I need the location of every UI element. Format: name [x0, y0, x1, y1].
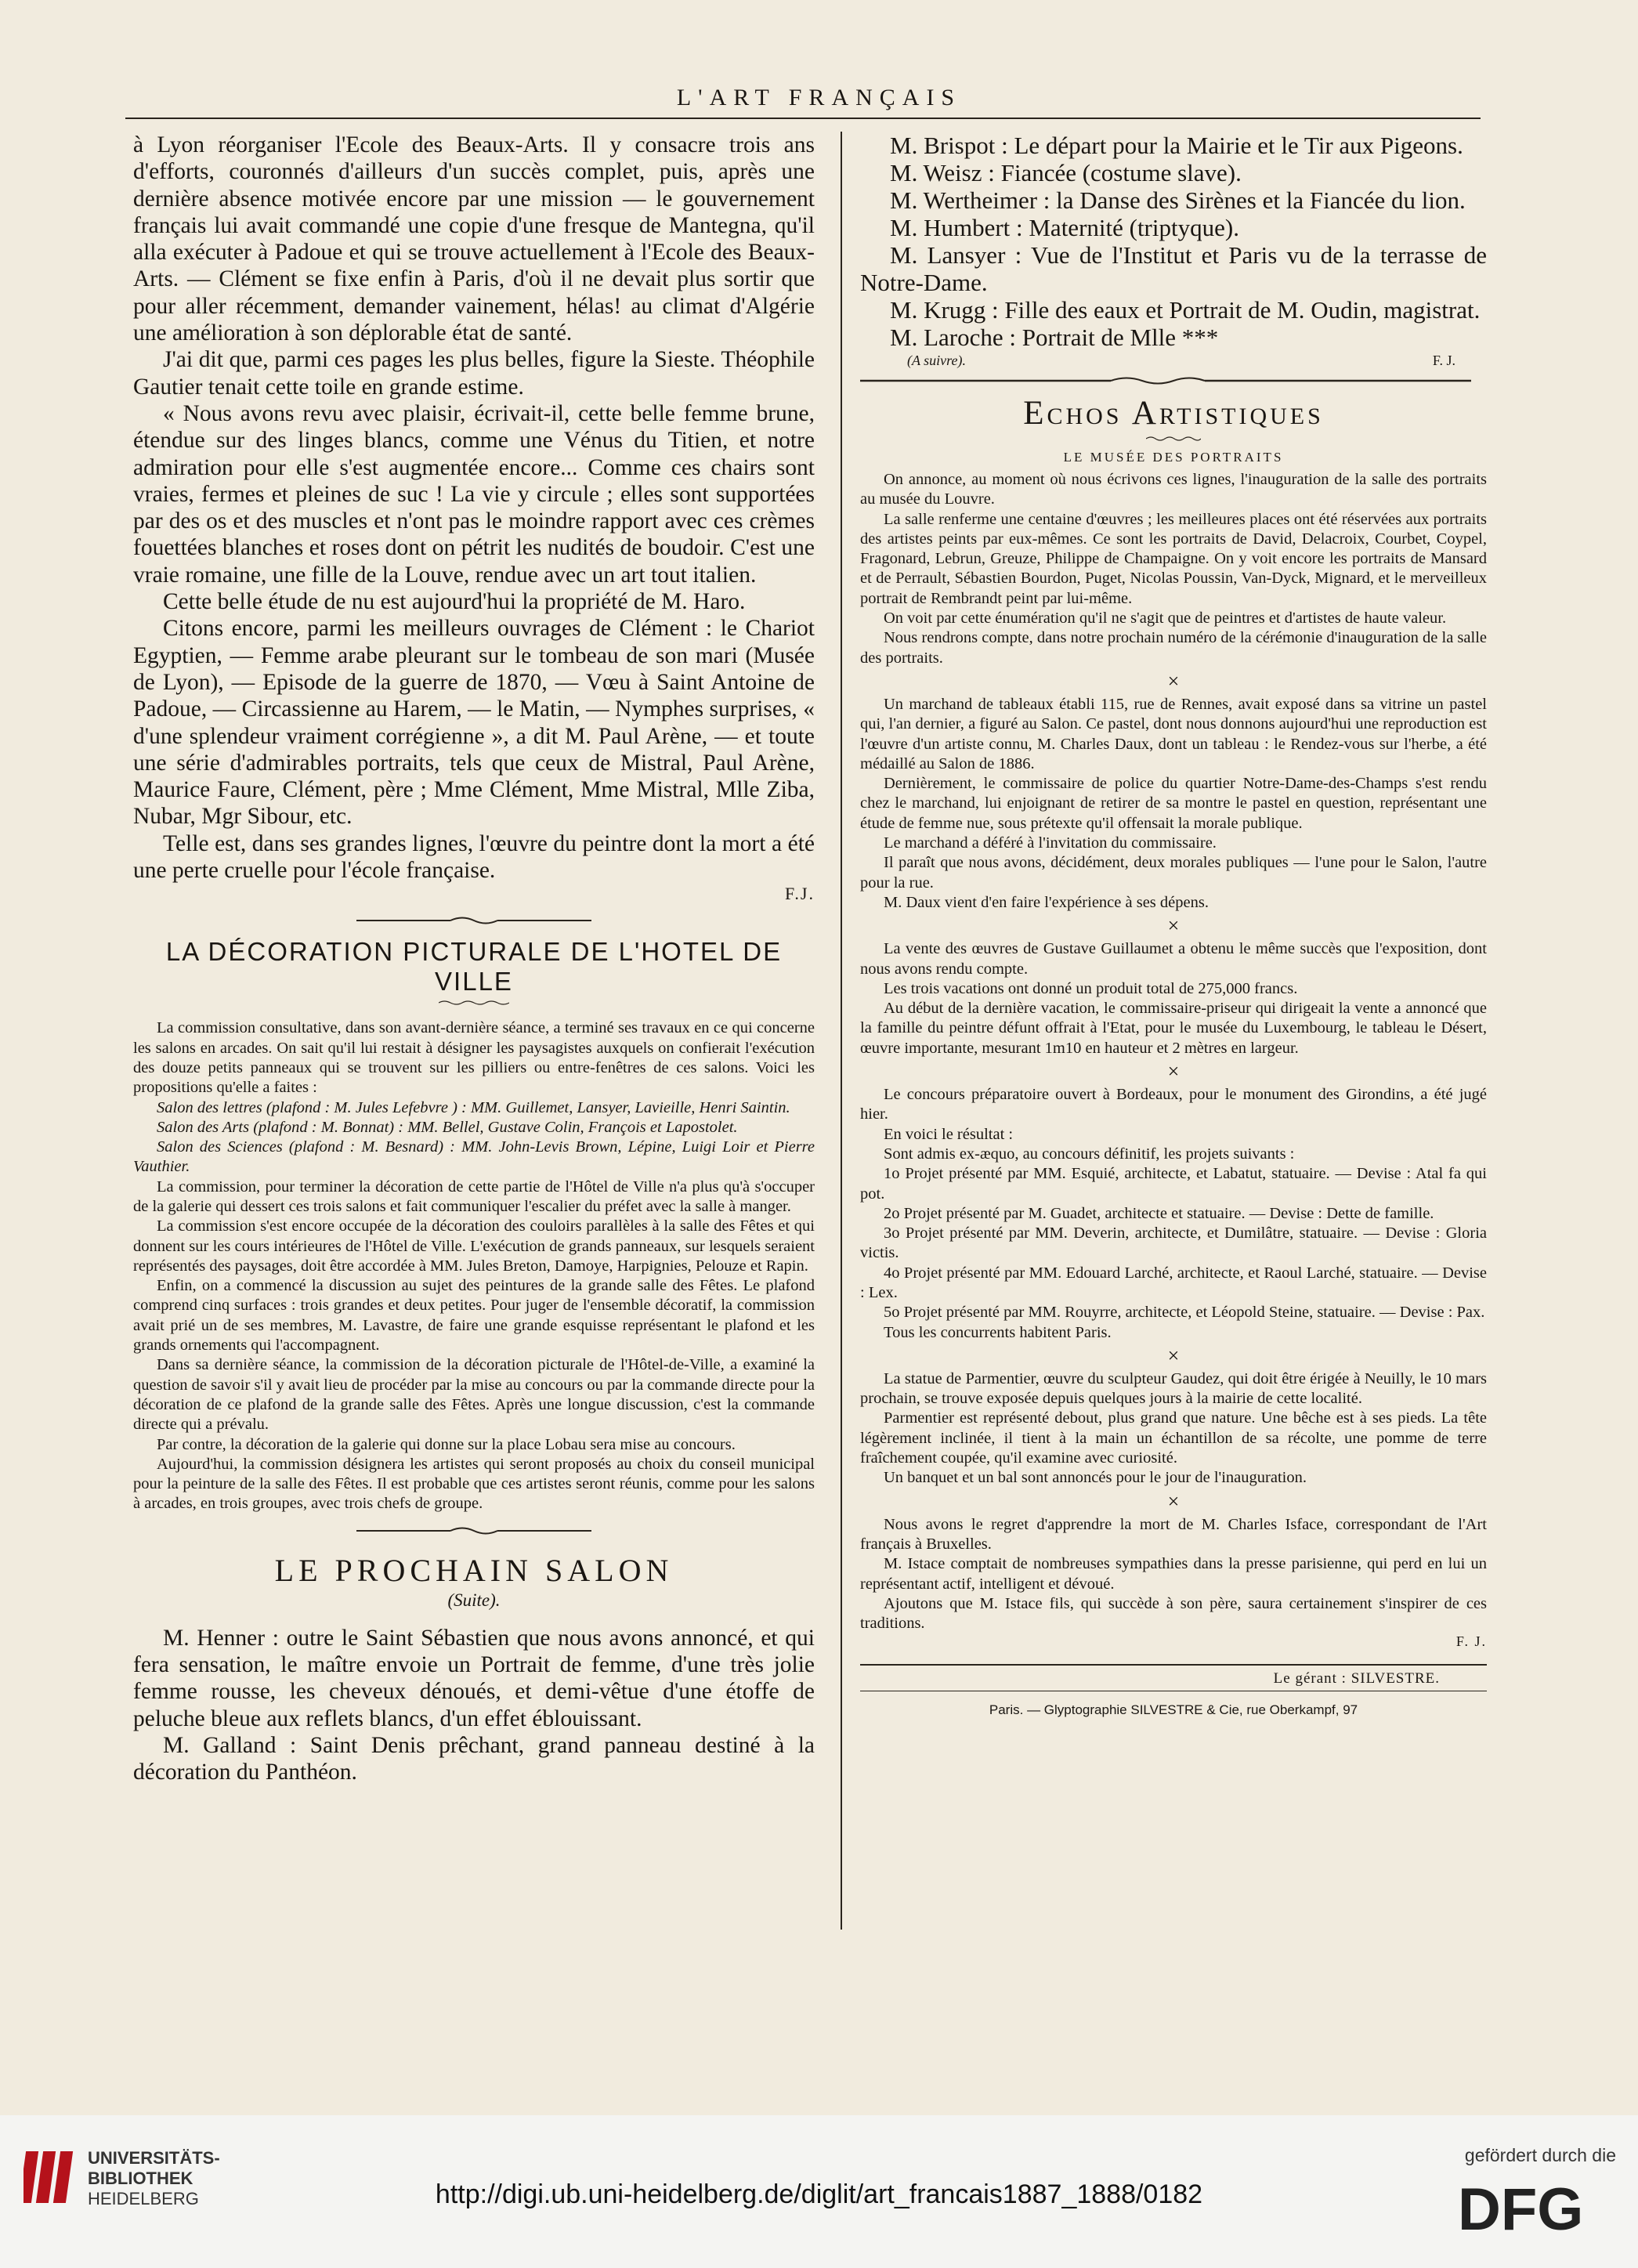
- echo-paragraph: Les trois vacations ont donné un produit total de 275,000 francs.: [884, 979, 1298, 997]
- article-paragraph: J'ai dit que, parmi ces pages les plus belles, figure la Sieste. Théophile Gautier tenait cette toile en grande estime.: [133, 347, 815, 400]
- digitization-footer: [0, 2115, 1638, 2268]
- section-separator: ×: [1167, 1489, 1180, 1513]
- echo-paragraph: 5o Projet présenté par MM. Rouyrre, architecte, et Léopold Steine, statuaire. — Devise : Pax.: [884, 1304, 1485, 1322]
- ornament-divider: [860, 375, 1471, 386]
- salon-subtitle: (Suite).: [447, 1590, 501, 1610]
- echo-paragraph: Au début de la dernière vacation, le commissaire-priseur qui dirigeait la vente a annoncé que la famille du peintre défunt offrait à l'Etat, pour le musée du Luxembourg, le tableau le Désert, œuvre importante, mesurant 1m10 en hauteur et 2 mètres en largeur.: [860, 1000, 1487, 1057]
- echo-paragraph: M. Daux vient d'en faire l'expérience à ses dépens.: [884, 893, 1209, 911]
- article-paragraph: Par contre, la décoration de la galerie qui donne sur la place Lobau sera mise au concours.: [157, 1435, 736, 1453]
- article-paragraph: Citons encore, parmi les meilleurs ouvrages de Clément : le Chariot Egyptien, — Femme arabe pleurant sur le tombeau de son mari (Musée de Lyon), — Episode de la guerre de 1870, — Vœu à Saint Antoine de Padoue, — Circassienne au Harem, — le Matin, — Nymphes surprises, « d'une splendeur vraiment corrégienne », a dit M. Paul Arène, — et toute une série d'admirables portraits, tels que ceux de Mistral, Paul Arène, Maurice Faure, Clément, père ; Mme Clément, Mme Mistral, Mlle Ziba, Nubar, Mgr Sibour, etc.: [133, 616, 815, 830]
- header-rule: [125, 118, 1481, 119]
- echo-paragraph: Nous rendrons compte, dans notre prochain numéro de la cérémonie d'inauguration de la salle des portraits.: [860, 629, 1487, 667]
- echo-paragraph: Sont admis ex-æquo, au concours définitif, les projets suivants :: [884, 1145, 1295, 1163]
- ornament-divider: [356, 915, 591, 926]
- article-paragraph: M. Galland : Saint Denis prêchant, grand panneau destiné à la décoration du Panthéon.: [133, 1732, 815, 1785]
- salon-list-item: M. Krugg : Fille des eaux et Portrait de M. Oudin, magistrat.: [890, 296, 1481, 324]
- article-paragraph: à Lyon réorganiser l'Ecole des Beaux-Arts. Il y consacre trois ans d'efforts, couronnés d'ailleurs d'un succès complet, puis, après une dernière absence motivée encore par une mission — le gouvernement français lui avait commandé une copie d'une fresque de Mantegna, qu'il alla exécuter à Padoue et qui se trouve actuellement à l'Ecole des Beaux-Arts. — Clément se fixe enfin à Paris, d'où il ne devait plus sortir que pour aller récemment, demander vainement, hélas! au climat d'Algérie une amélioration à son déplorable état de santé.: [133, 132, 815, 346]
- salon-list-item: M. Brispot : Le départ pour la Mairie et le Tir aux Pigeons.: [890, 132, 1463, 159]
- dfg-logo-icon: [1458, 2176, 1607, 2243]
- section-separator: ×: [1167, 1344, 1180, 1367]
- decoration-heading: LA DÉCORATION PICTURALE DE L'HOTEL DE VILLE: [165, 937, 783, 997]
- library-line: BIBLIOTHEK: [88, 2169, 193, 2188]
- article-paragraph: La commission s'est encore occupée de la décoration des couloirs parallèles à la salle des Fêtes et qui donnent sur les cours intérieures de l'Hôtel de Ville. L'exécution de grands panneaux, sur lesquels seraient représentés des paysages, doit être accordée à MM. Jules Breton, Damoye, Harpignies, Pelouze et Rapin.: [133, 1217, 815, 1275]
- article-paragraph: La commission consultative, dans son avant-dernière séance, a terminé ses travaux en ce qui concerne les salons en arcades. On sait qu'il lui restait à désigner les paysagistes auxquels on confierait l'exécution des douze petits panneaux qui se trouvent sur les pilliers ou entre-fenêtres de ces salons. Voici les propositions qu'elle a faites :: [133, 1019, 815, 1097]
- continued-note: [907, 353, 1487, 369]
- echo-paragraph: Un marchand de tableaux établi 115, rue de Rennes, avait exposé dans sa vitrine un pastel qui, l'an dernier, a figuré au Salon. Ce pastel, dont nous donnons aujourd'hui une reproduction est l'œuvre d'un artiste connu, M. Charles Daux, dont un tableau : le Rendez-vous sur l'herbe, a été médaillé au Salon de 1886.: [860, 695, 1487, 772]
- echo-paragraph: Tous les concurrents habitent Paris.: [884, 1323, 1112, 1341]
- salon-list-item: M. Laroche : Portrait de Mlle ***: [890, 324, 1219, 351]
- page-header-title: L'ART FRANÇAIS: [676, 85, 962, 110]
- salon-heading: LE PROCHAIN SALON: [274, 1552, 674, 1588]
- echo-paragraph: Un banquet et un bal sont annoncés pour le jour de l'inauguration.: [884, 1469, 1307, 1487]
- article-paragraph: « Nous avons revu avec plaisir, écrivait-il, cette belle femme brune, étendue sur des linges blancs, comme une Vénus du Titien, et notre admiration pour elle s'est augmentée encore... Comme ces chairs sont vraies, fermes et pleines de suc ! La vie y circule ; elles sont supportées par des os et des muscles et n'ont pas le moindre rapport avec ces crèmes fouettées blanches et roses dont on pétrit les nudités de boudoir. C'est une vraie romaine, une fille de la Louve, rendue avec un art tout italien.: [133, 400, 815, 588]
- decoration-article: [133, 1018, 815, 1514]
- echo-paragraph: La vente des œuvres de Gustave Guillaumet a obtenu le même succès que l'exposition, dont nous avons rendu compte.: [860, 940, 1487, 978]
- article-paragraph: Salon des Sciences (plafond : M. Besnard) : MM. John-Levis Brown, Lépine, Luigi Loir et Pierre Vauthier.: [133, 1138, 815, 1176]
- echo-paragraph: En voici le résultat :: [884, 1125, 1014, 1143]
- article-signature: F.J.: [784, 884, 815, 904]
- echo-paragraph: Nous avons le regret d'apprendre la mort de M. Charles Isface, correspondant de l'Art français à Bruxelles.: [860, 1515, 1487, 1553]
- echo-paragraph: Parmentier est représenté debout, plus grand que nature. Une bêche est à ses pieds. La tête légèrement inclinée, il tient à la main un échantillon de sa récolte, une pomme de terre fraîchement coupée, qu'il examine avec curiosité.: [860, 1409, 1487, 1467]
- echos-body: [860, 470, 1487, 1650]
- echo-paragraph: La statue de Parmentier, œuvre du sculpteur Gaudez, qui doit être érigée à Neuilly, le 10 mars prochain, se trouve exposée depuis quelques jours à la mairie de cette localité.: [860, 1369, 1487, 1408]
- a-suivre-label: (A suivre).: [907, 353, 966, 368]
- salon-list-item: M. Humbert : Maternité (triptyque).: [890, 214, 1239, 241]
- echo-paragraph: 3o Projet présenté par MM. Deverin, architecte, et Dumilâtre, statuaire. — Devise : Gloria victis.: [860, 1224, 1487, 1262]
- echo-paragraph: 4o Projet présenté par MM. Edouard Larché, architecte, et Raoul Larché, statuaire. — Devise : Lex.: [860, 1264, 1487, 1301]
- right-column: [860, 132, 1487, 1718]
- musee-subtitle: LE MUSÉE DES PORTRAITS: [1063, 450, 1284, 465]
- left-column: [133, 132, 815, 1786]
- article-paragraph: Salon des lettres (plafond : M. Jules Lefebvre ) : MM. Guillemet, Lansyer, Lavieille, Henri Saintin.: [157, 1098, 790, 1116]
- article-paragraph: La commission, pour terminer la décoration de cette partie de l'Hôtel de Ville n'a plus qu'à s'occuper de la galerie qui dessert ces trois salons et fait communiquer l'escalier du préfet avec la salle à manger.: [133, 1177, 815, 1215]
- section-separator: ×: [1167, 914, 1180, 938]
- echo-paragraph: Le concours préparatoire ouvert à Bordeaux, pour le monument des Girondins, a été jugé hier.: [860, 1086, 1487, 1123]
- echo-paragraph: On annonce, au moment où nous écrivons ces lignes, l'inauguration de la salle des portraits au musée du Louvre.: [860, 471, 1487, 508]
- echo-paragraph: La salle renferme une centaine d'œuvres ; les meilleures places ont été réservées aux portraits des artistes peints par eux-mêmes. Ce sont les portraits de David, Delacroix, Courbet, Coypel, Fragonard, Lebrun, Greuze, Philippe de Champaigne. On y voit encore les portraits de Mansard et de Perrault, Sébastien Bourdon, Puget, Nicolas Poussin, Van-Dyck, Mignard, et le merveilleux portrait de Rembrandt peint par lui-même.: [860, 510, 1487, 607]
- dfg-logo-text: DFG: [1458, 2176, 1584, 2239]
- printer-imprint: Paris. — Glyptographie SILVESTRE & Cie, rue Oberkampf, 97: [989, 1702, 1358, 1718]
- salon-list-item: M. Wertheimer : la Danse des Sirènes et la Fiancée du lion.: [890, 186, 1466, 214]
- echo-paragraph: Ajoutons que M. Istace fils, qui succède à son père, saura certainement s'inspirer de ces traditions.: [860, 1594, 1487, 1633]
- echo-paragraph: Il paraît que nous avons, décidément, deux morales publiques — l'une pour le Salon, l'autre pour la rue.: [860, 854, 1487, 892]
- echo-paragraph: Le marchand a déféré à l'invitation du commissaire.: [884, 834, 1217, 852]
- library-line: HEIDELBERG: [88, 2189, 199, 2208]
- gerant-line: Le gérant : SILVESTRE.: [860, 1664, 1487, 1691]
- echo-paragraph: Dernièrement, le commissaire de police du quartier Notre-Dame-des-Champs s'est rendu chez le marchand, lui enjoignant de retirer de sa montre le pastel en question, représentant une étude de femme nue, sous prétexte qu'il offensait la morale publique.: [860, 775, 1487, 832]
- article-paragraph: Salon des Arts (plafond : M. Bonnat) : MM. Bellel, Gustave Colin, François et Lapostolet.: [157, 1118, 738, 1136]
- heading-flourish: [439, 1000, 509, 1006]
- article-paragraph: Cette belle étude de nu est aujourd'hui la propriété de M. Haro.: [163, 589, 746, 615]
- article-paragraph: Telle est, dans ses grandes lignes, l'œuvre du peintre dont la mort a été une perte cruelle pour l'école française.: [133, 830, 815, 884]
- clement-article: [133, 132, 815, 904]
- echo-paragraph: On voit par cette énumération qu'il ne s'agit que de peintres et d'artistes de haute valeur.: [884, 610, 1447, 628]
- funded-by-label: gefördert durch die: [1464, 2145, 1616, 2165]
- echos-heading: Echos Artistiques: [1023, 395, 1324, 432]
- a-suivre-signature: F. J.: [1432, 353, 1455, 368]
- library-line: UNIVERSITÄTS-: [88, 2148, 220, 2168]
- permalink-url[interactable]: http://digi.ub.uni-heidelberg.de/diglit/art_francais1887_1888/0182: [435, 2179, 1203, 2209]
- salon-article: [133, 1625, 815, 1786]
- article-paragraph: Enfin, on a commencé la discussion au sujet des peintures de la grande salle des Fêtes. Le plafond comprend cinq surfaces : trois grandes et deux petites. Pour juger de l'ensemble décoratif, la commission avait prié un de ses membres, M. Lavastre, de faire une grande esquisse représentant le plafond et les grands ornements qui l'accompagnent.: [133, 1277, 815, 1355]
- article-paragraph: Dans sa dernière séance, la commission de la décoration picturale de l'Hôtel-de-Ville, a examiné la question de savoir s'il y avait lieu de procéder par la mise au concours ou par la commande directe pour la décoration de ce plafond de la grande salle des Fêtes. Après une longue discussion, c'est la commande directe qui a prévalu.: [133, 1356, 815, 1434]
- section-separator: ×: [1167, 669, 1180, 693]
- echo-paragraph: 2o Projet présenté par M. Guadet, architecte et statuaire. — Devise : Dette de famille.: [884, 1204, 1434, 1222]
- salon-list-item: M. Lansyer : Vue de l'Institut et Paris vu de la terrasse de Notre-Dame.: [860, 241, 1487, 296]
- echos-signature: F. J.: [1455, 1633, 1487, 1650]
- salon-list-item: M. Weisz : Fiancée (costume slave).: [890, 159, 1242, 186]
- article-paragraph: Aujourd'hui, la commission désignera les artistes qui seront proposés au choix du conseil municipal pour la peinture de la salle des Fêtes. Il est probable que ces artistes seront réunis, comme pour les salons à arcades, en trois groupes, avec trois chefs de groupe.: [133, 1455, 815, 1513]
- salon-list: [860, 132, 1487, 351]
- ornament-divider: [356, 1525, 591, 1536]
- heading-flourish: [1146, 436, 1201, 442]
- article-paragraph: M. Henner : outre le Saint Sébastien que nous avons annoncé, et qui fera sensation, le maître envoie un Portrait de femme, d'une très jolie femme rousse, les cheveux dénoués, et demi-vêtue d'une étoffe de peluche bleue aux reflets blancs, d'un effet éblouissant.: [133, 1625, 815, 1731]
- column-separator: [841, 132, 842, 1930]
- echo-paragraph: 1o Projet présenté par MM. Esquié, architecte, et Labatut, statuaire. — Devise : Atal fa qui pot.: [860, 1165, 1487, 1203]
- section-separator: ×: [1167, 1060, 1180, 1083]
- echo-paragraph: M. Istace comptait de nombreuses sympathies dans la presse parisienne, qui perd en lui un représentant actif, intelligent et dévoué.: [860, 1555, 1487, 1593]
